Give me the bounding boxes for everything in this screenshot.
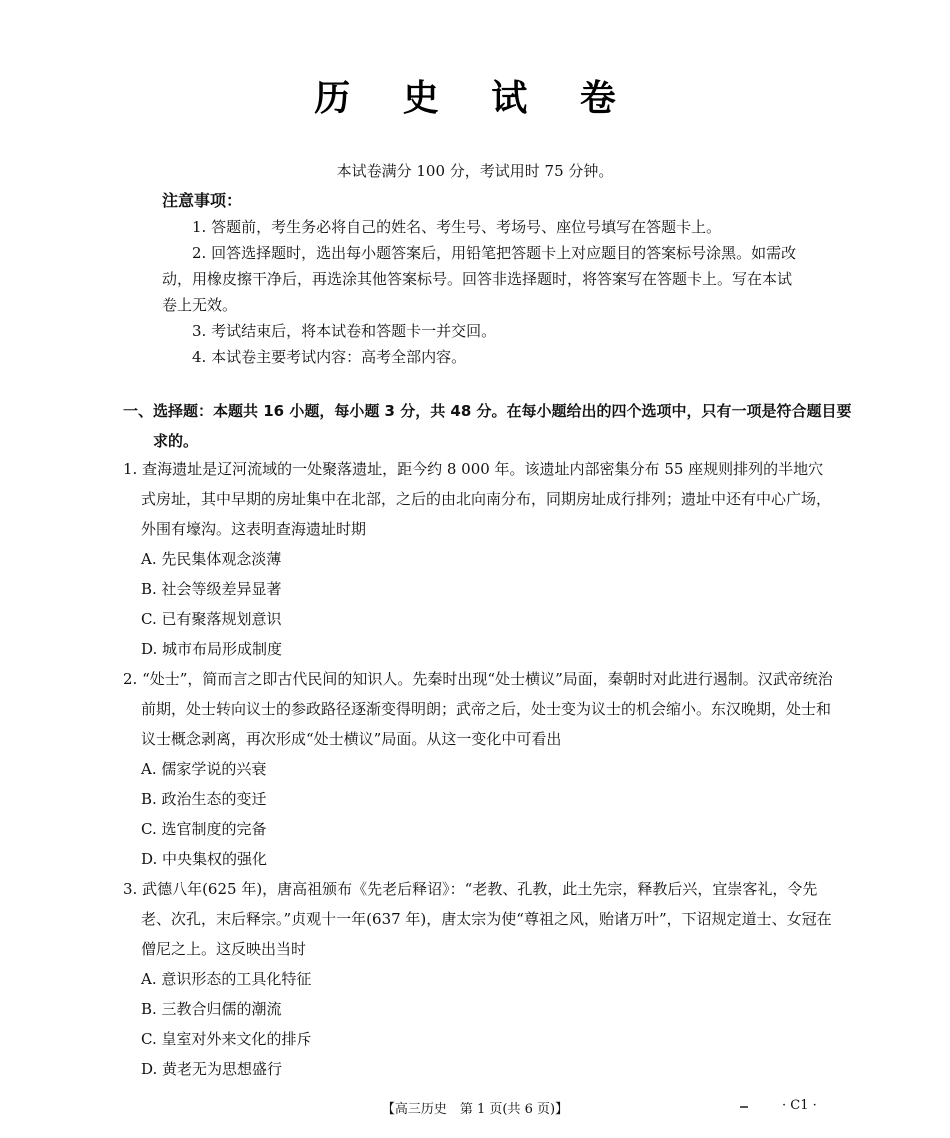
question-3 (123, 874, 833, 1084)
notice-item: 1. 答题前，考生务必将自己的姓名、考生号、考场号、座位号填写在答题卡上。 (192, 218, 722, 236)
exam-title: 历 史 试 卷 (314, 78, 636, 119)
option-c: C. 已有聚落规划意识 (141, 610, 282, 628)
question-options (123, 754, 833, 874)
footer-mark (740, 1106, 748, 1108)
question-stem: 3. 武德八年(625 年)，唐高祖颁布《先老后释诏》：“老教、孔教，此土先宗，释教后兴，宜崇客礼，令先老、次孔，末后释宗。”贞观十一年(637 年)，唐太宗为使“尊祖之风，贻诸万叶”，下诏规定道士、女冠在僧尼之上。这反映出当时 (123, 880, 832, 958)
option-a: A. 儒家学说的兴衰 (141, 760, 267, 778)
page-footer: 【高三历史 第 1 页(共 6 页)】 (381, 1102, 569, 1117)
notice-item: 2. 回答选择题时，选出每小题答案后，用铅笔把答题卡上对应题目的答案标号涂黑。如需改动，用橡皮擦干净后，再选涂其他答案标号。回答非选择题时，将答案写在答题卡上。写在本试卷上无效。 (162, 244, 797, 314)
question-options (123, 544, 833, 664)
question-stem: 1. 查海遗址是辽河流域的一处聚落遗址，距今约 8 000 年。该遗址内部密集分布 55 座规则排列的半地穴式房址，其中早期的房址集中在北部，之后的由北向南分布，同期房址成行排列；遗址中还有中心广场，外围有壕沟。这表明查海遗址时期 (123, 460, 832, 538)
option-b: B. 政治生态的变迁 (141, 790, 267, 808)
option-d: D. 黄老无为思想盛行 (141, 1060, 283, 1078)
option-c: C. 皇室对外来文化的排斥 (141, 1030, 312, 1048)
question-options (123, 964, 833, 1084)
option-b: B. 三教合归儒的潮流 (141, 1000, 282, 1018)
question-stem: 2. “处士”，简而言之即古代民间的知识人。先秦时出现“处士横议”局面，秦朝时对此进行遏制。汉武帝统治前期，处士转向议士的参政路径逐渐变得明朗；武帝之后，处士变为议士的机会缩小。东汉晚期，处士和议士概念剥离，再次形成“处士横议”局面。从这一变化中可看出 (123, 670, 833, 748)
section-heading: 一、选择题：本题共 16 小题，每小题 3 分，共 48 分。在每小题给出的四个选项中，只有一项是符合题目要求的。 (123, 402, 852, 450)
question-2 (123, 664, 833, 874)
option-c: C. 选官制度的完备 (141, 820, 267, 838)
notice-item: 4. 本试卷主要考试内容：高考全部内容。 (192, 348, 467, 366)
notice-list (162, 214, 802, 370)
paper-code: · C1 · (782, 1098, 817, 1113)
option-d: D. 中央集权的强化 (141, 850, 268, 868)
notice-item: 3. 考试结束后，将本试卷和答题卡一并交回。 (192, 322, 497, 340)
notice-heading: 注意事项： (162, 191, 243, 210)
option-a: A. 意识形态的工具化特征 (141, 970, 312, 988)
option-d: D. 城市布局形成制度 (141, 640, 283, 658)
option-a: A. 先民集体观念淡薄 (141, 550, 282, 568)
option-b: B. 社会等级差异显著 (141, 580, 282, 598)
question-list (123, 454, 833, 1084)
question-1 (123, 454, 833, 664)
exam-subtitle: 本试卷满分 100 分，考试用时 75 分钟。 (336, 162, 614, 180)
